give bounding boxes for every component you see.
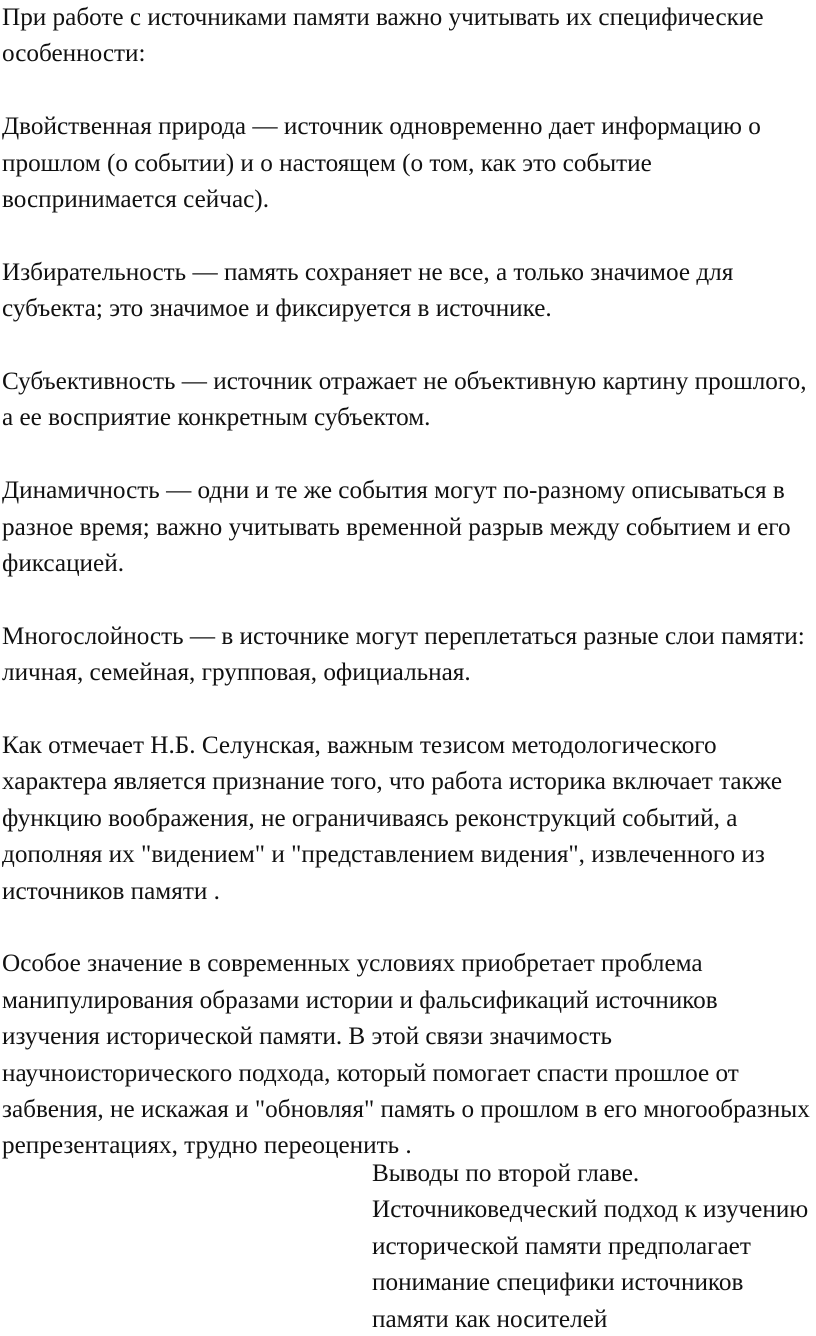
feature-subjectivity: Субъективность — источник отражает не объективную картину прошлого, а ее восприятие конкретным субъектом. [2,368,807,432]
paragraph-gap [0,910,816,946]
paragraph-gap [0,218,816,254]
feature-dynamism: Динамичность — одни и те же события могут по-разному описываться в разное время; важно учитывать временной разрыв между событием и его фиксацией. [2,477,791,578]
quote-paragraph: Как отмечает Н.Б. Селунская, важным тезисом методологического характера является признание того, что работа историка включает также функцию воображения, не ограничиваясь реконструкций событий, а дополняя их "видением" и "представлением видения", извлеченного из источников памяти . [2,732,783,905]
intro-paragraph: При работе с источниками памяти важно учитывать их специфические особенности: [2,4,764,68]
feature-dual-nature: Двойственная природа — источник одновременно дает информацию о прошлом (о событии) и о настоящем (о том, как это событие воспринимается сейчас). [2,113,761,214]
conclusion-text: Источниковедческий подход к изучению исторической памяти предполагает понимание специфики источников памяти как носителей [372,1196,809,1333]
feature-multilayering: Многослойность — в источнике могут переплетаться разные слои памяти: личная, семейная, групповая, официальная. [2,622,805,687]
paragraph-gap [0,328,816,364]
paragraph-gap [0,582,816,618]
feature-selectivity: Избирательность — память сохраняет не все, а только значимое для субъекта; это значимое и фиксируется в источнике. [2,258,734,323]
paragraph-gap [0,73,816,109]
closing-paragraph: Особое значение в современных условиях приобретает проблема манипулирования образами истории и фальсификаций источников изучения исторической памяти. В этой связи значимость научноисторического подхода, который помогает спасти прошлое от забвения, не искажая и "обновляя" память о прошлом в его многообразных репрезентациях, трудно переоценить . [2,950,810,1160]
conclusion-title: Выводы по второй главе. [372,1160,640,1187]
paragraph-gap [0,437,816,473]
conclusion-block [372,1156,812,1336]
paragraph-gap [0,692,816,728]
